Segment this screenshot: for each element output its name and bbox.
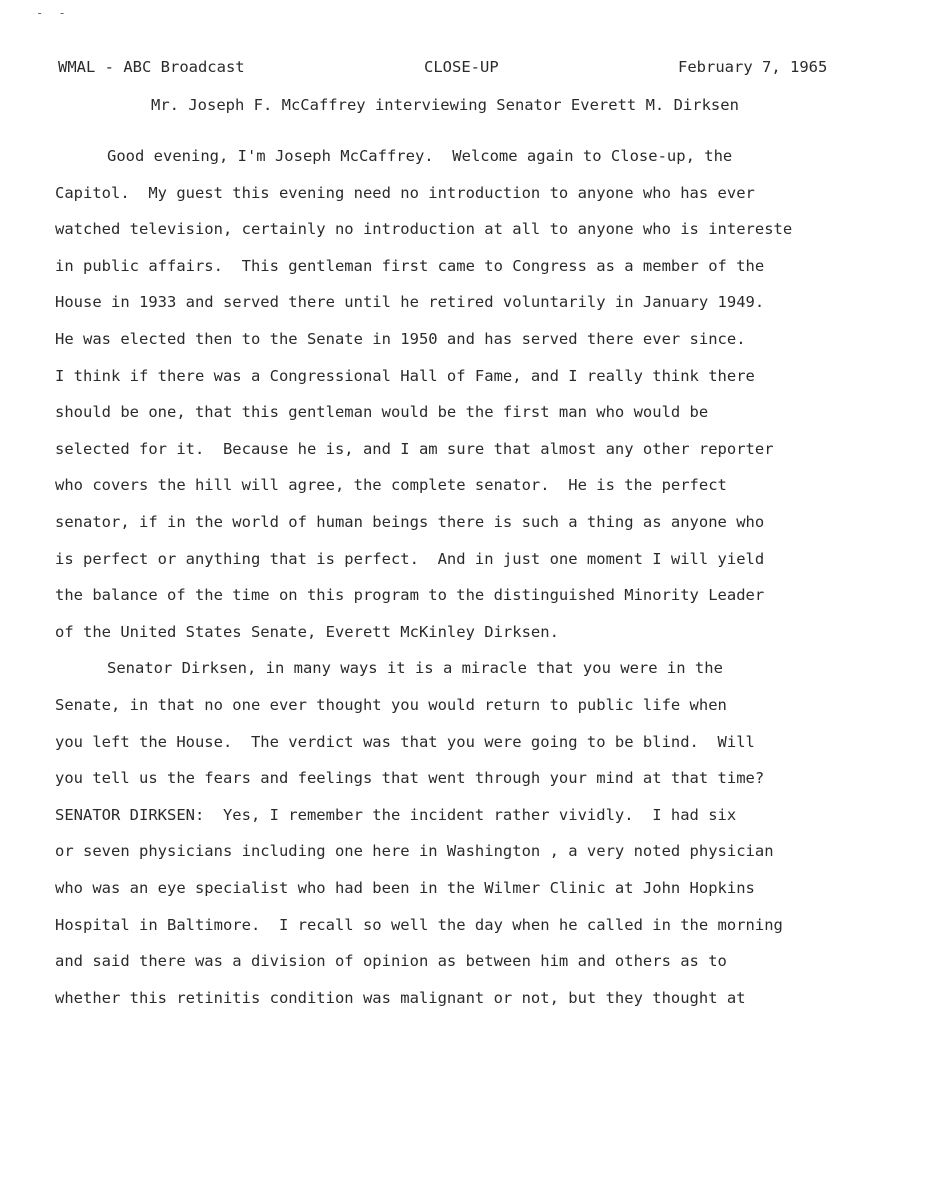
transcript-line: and said there was a division of opinion as between him and others as to	[55, 952, 727, 971]
transcript-line: He was elected then to the Senate in 1950 and has served there ever since.	[55, 330, 746, 348]
transcript-line: Senator Dirksen, in many ways it is a miracle that you were in the	[107, 659, 723, 678]
transcript-line: the balance of the time on this program to the distinguished Minority Leader	[55, 586, 765, 605]
transcript-line: watched television, certainly no introduction at all to anyone who is intereste	[55, 220, 793, 239]
transcript-line: Good evening, I'm Joseph McCaffrey. Welcome again to Close-up, the	[107, 147, 733, 165]
transcript-line: who was an eye specialist who had been in the Wilmer Clinic at John Hopkins	[55, 879, 755, 897]
transcript-line: SENATOR DIRKSEN: Yes, I remember the incident rather vividly. I had six	[55, 805, 737, 824]
transcript-line: in public affairs. This gentleman first came to Congress as a member of the	[55, 256, 765, 275]
transcript-line: should be one, that this gentleman would be the first man who would be	[55, 403, 709, 422]
transcript-line: who covers the hill will agree, the complete senator. He is the perfect	[55, 476, 727, 495]
interview-subtitle: Mr. Joseph F. McCaffrey interviewing Senator Everett M. Dirksen	[151, 96, 739, 114]
transcript-line: Capitol. My guest this evening need no introduction to anyone who has ever	[55, 183, 755, 202]
corner-mark: - -	[36, 6, 70, 20]
transcript-line: you tell us the fears and feelings that went through your mind at that time?	[55, 769, 765, 788]
document-header	[0, 58, 937, 82]
broadcast-date: February 7, 1965	[678, 58, 828, 76]
transcript-line: you left the House. The verdict was that you were going to be blind. Will	[55, 732, 755, 751]
transcript-line: Hospital in Baltimore. I recall so well the day when he called in the morning	[55, 915, 783, 934]
transcript-line: House in 1933 and served there until he retired voluntarily in January 1949.	[55, 293, 765, 312]
transcript-line: whether this retinitis condition was malignant or not, but they thought at	[55, 988, 746, 1007]
transcript-line: selected for it. Because he is, and I am sure that almost any other reporter	[55, 439, 774, 458]
station-label: WMAL - ABC Broadcast	[58, 58, 245, 76]
transcript-line: of the United States Senate, Everett McKinley Dirksen.	[55, 622, 559, 641]
transcript-line: Senate, in that no one ever thought you would return to public life when	[55, 696, 727, 714]
transcript-line: is perfect or anything that is perfect. And in just one moment I will yield	[55, 549, 765, 568]
transcript-line: senator, if in the world of human beings there is such a thing as anyone who	[55, 513, 765, 531]
transcript-line: I think if there was a Congressional Hall of Fame, and I really think there	[55, 366, 755, 385]
transcript-line: or seven physicians including one here in Washington , a very noted physician	[55, 842, 774, 861]
program-title: CLOSE-UP	[424, 58, 499, 76]
